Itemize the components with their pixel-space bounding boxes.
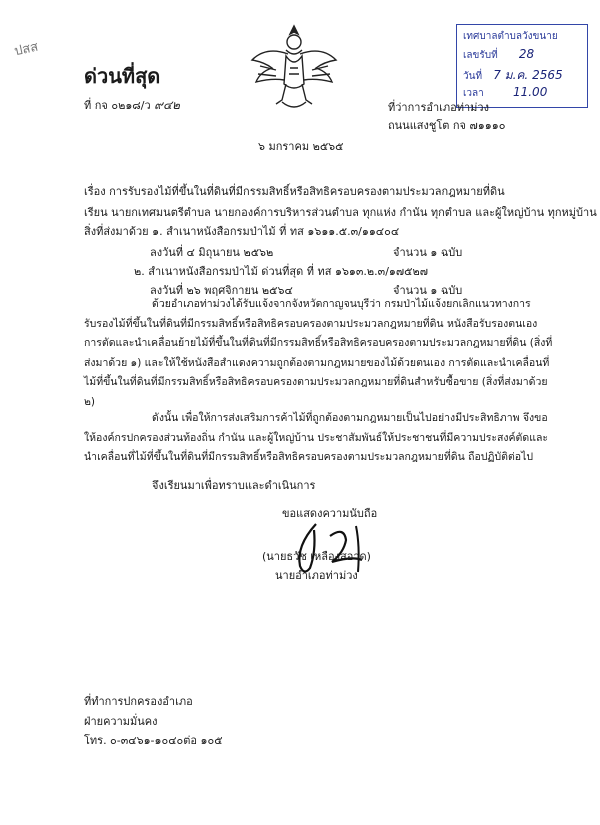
- stamp-receive-number: 28: [518, 47, 535, 61]
- stamp-org: เทศบาลตำบลวังขนาย: [463, 31, 558, 42]
- reference-handwritten: ๙๔๒: [154, 98, 180, 112]
- footer-division: ฝ่ายความมั่นคง: [84, 715, 158, 728]
- subject-line: เรื่อง การรับรองไม้ที่ขึ้นในที่ดินที่มีกรรมสิทธิ์หรือสิทธิครอบครองตามประมวลกฎหมายที่ดิน: [84, 185, 505, 198]
- stamp-date-label: วันที่: [463, 71, 483, 82]
- stamp-time-label: เวลา: [463, 88, 484, 99]
- enclosure-heading: สิ่งที่ส่งมาด้วย ๑. สำเนาหนังสือกรมป่าไม้ ที่ ทส ๑๖๑๑.๕.๓/๑๑๔๐๔: [84, 225, 400, 238]
- addressee-line: เรียน นายกเทศมนตรีตำบล นายกองค์การบริหารส่วนตำบล ทุกแห่ง กำนัน ทุกตำบล และผู้ใหญ่บ้าน ทุกหมู่บ้าน: [84, 206, 597, 219]
- office-address-line2: ถนนแสงชูโต กจ ๗๑๑๑๐: [388, 119, 506, 132]
- enclosure2-line: ๒. สำเนาหนังสือกรมป่าไม้ ด่วนที่สุด ที่ ทส ๑๖๑๓.๒.๓/๑๗๕๒๗: [134, 265, 429, 278]
- garuda-emblem-icon: [246, 20, 342, 116]
- enclosure2-count: จำนวน ๑ ฉบับ: [393, 284, 463, 297]
- corner-handwritten-note: ปสส: [12, 39, 40, 60]
- body-paragraph-1: ด้วยอำเภอท่าม่วงได้รับแจ้งจากจังหวัดกาญจนบุรีว่า กรมป่าไม้แจ้งยกเลิกแนวทางการรับรองไม้ที่ขึ้นในที่ดินที่มีกรรมสิทธิ์หรือสิทธิครอบครองตามประมวลกฎหมายที่ดิน หนังสือรับรองตนเอง การตัดและนำเคลื่อนย้ายไม้ที่ขึ้นในที่ดินที่มีกรรมสิทธิ์หรือสิทธิครอบครองตามประมวลกฎหมายที่ดิน (สิ่งที่ส่งมาด้วย ๑) และให้ใช้หนังสือสำแดงความถูกต้องตามกฎหมายของไม้ด้วยตนเอง การตัดและนำเคลื่อนที่ไม้ที่ขึ้นในที่ดินที่มีกรรมสิทธิ์หรือสิทธิครอบครองตามประมวลกฎหมายที่ดินสำหรับซื้อขาย (สิ่งที่ส่งมาด้วย ๒): [84, 298, 553, 408]
- received-stamp: [456, 24, 588, 108]
- closing-line: จึงเรียนมาเพื่อทราบและดำเนินการ: [152, 479, 316, 492]
- urgency-heading: ด่วนที่สุด: [84, 64, 161, 88]
- body-paragraph-2: ดังนั้น เพื่อให้การส่งเสริมการค้าไม้ที่ถูกต้องตามกฎหมายเป็นไปอย่างมีประสิทธิภาพ จึงขอให้องค์กรปกครองส่วนท้องถิ่น กำนัน และผู้ใหญ่บ้าน ประชาสัมพันธ์ให้ประชาชนที่มีความประสงค์ตัดและนำเคลื่อนที่ไม้ที่ขึ้นในที่ดินที่มีกรรมสิทธิ์หรือสิทธิครอบครองตามประมวลกฎหมายที่ดิน ถือปฏิบัติต่อไป: [84, 412, 549, 463]
- stamp-date-value: 7 ม.ค. 2565: [493, 68, 563, 82]
- document-date: ๖ มกราคม ๒๕๖๕: [258, 140, 344, 153]
- signatory-position: นายอำเภอท่าม่วง: [275, 569, 358, 582]
- regards-text: ขอแสดงความนับถือ: [282, 507, 378, 520]
- stamp-time-value: 11.00: [512, 85, 548, 99]
- footer-phone: โทร. ๐-๓๔๖๑-๑๐๔๐ต่อ ๑๐๕: [84, 734, 223, 747]
- enclosure1-count: จำนวน ๑ ฉบับ: [393, 246, 463, 259]
- stamp-receive-label: เลขรับที่: [463, 50, 498, 61]
- footer-office: ที่ทำการปกครองอำเภอ: [84, 695, 193, 708]
- office-address-line1: ที่ว่าการอำเภอท่าม่วง: [388, 101, 489, 114]
- stamp-date-row: [463, 66, 563, 85]
- signatory-name: (นายธวัช เหลืองสอาด): [262, 550, 371, 563]
- reference-label: ที่ กจ ๐๒๑๘/ว: [84, 99, 151, 112]
- enclosure2-date: ลงวันที่ ๒๖ พฤศจิกายน ๒๕๖๔: [150, 284, 293, 297]
- enclosure1-date: ลงวันที่ ๔ มิถุนายน ๒๕๖๒: [150, 246, 274, 259]
- stamp-receive-row: [463, 47, 534, 63]
- reference-number: [84, 96, 180, 115]
